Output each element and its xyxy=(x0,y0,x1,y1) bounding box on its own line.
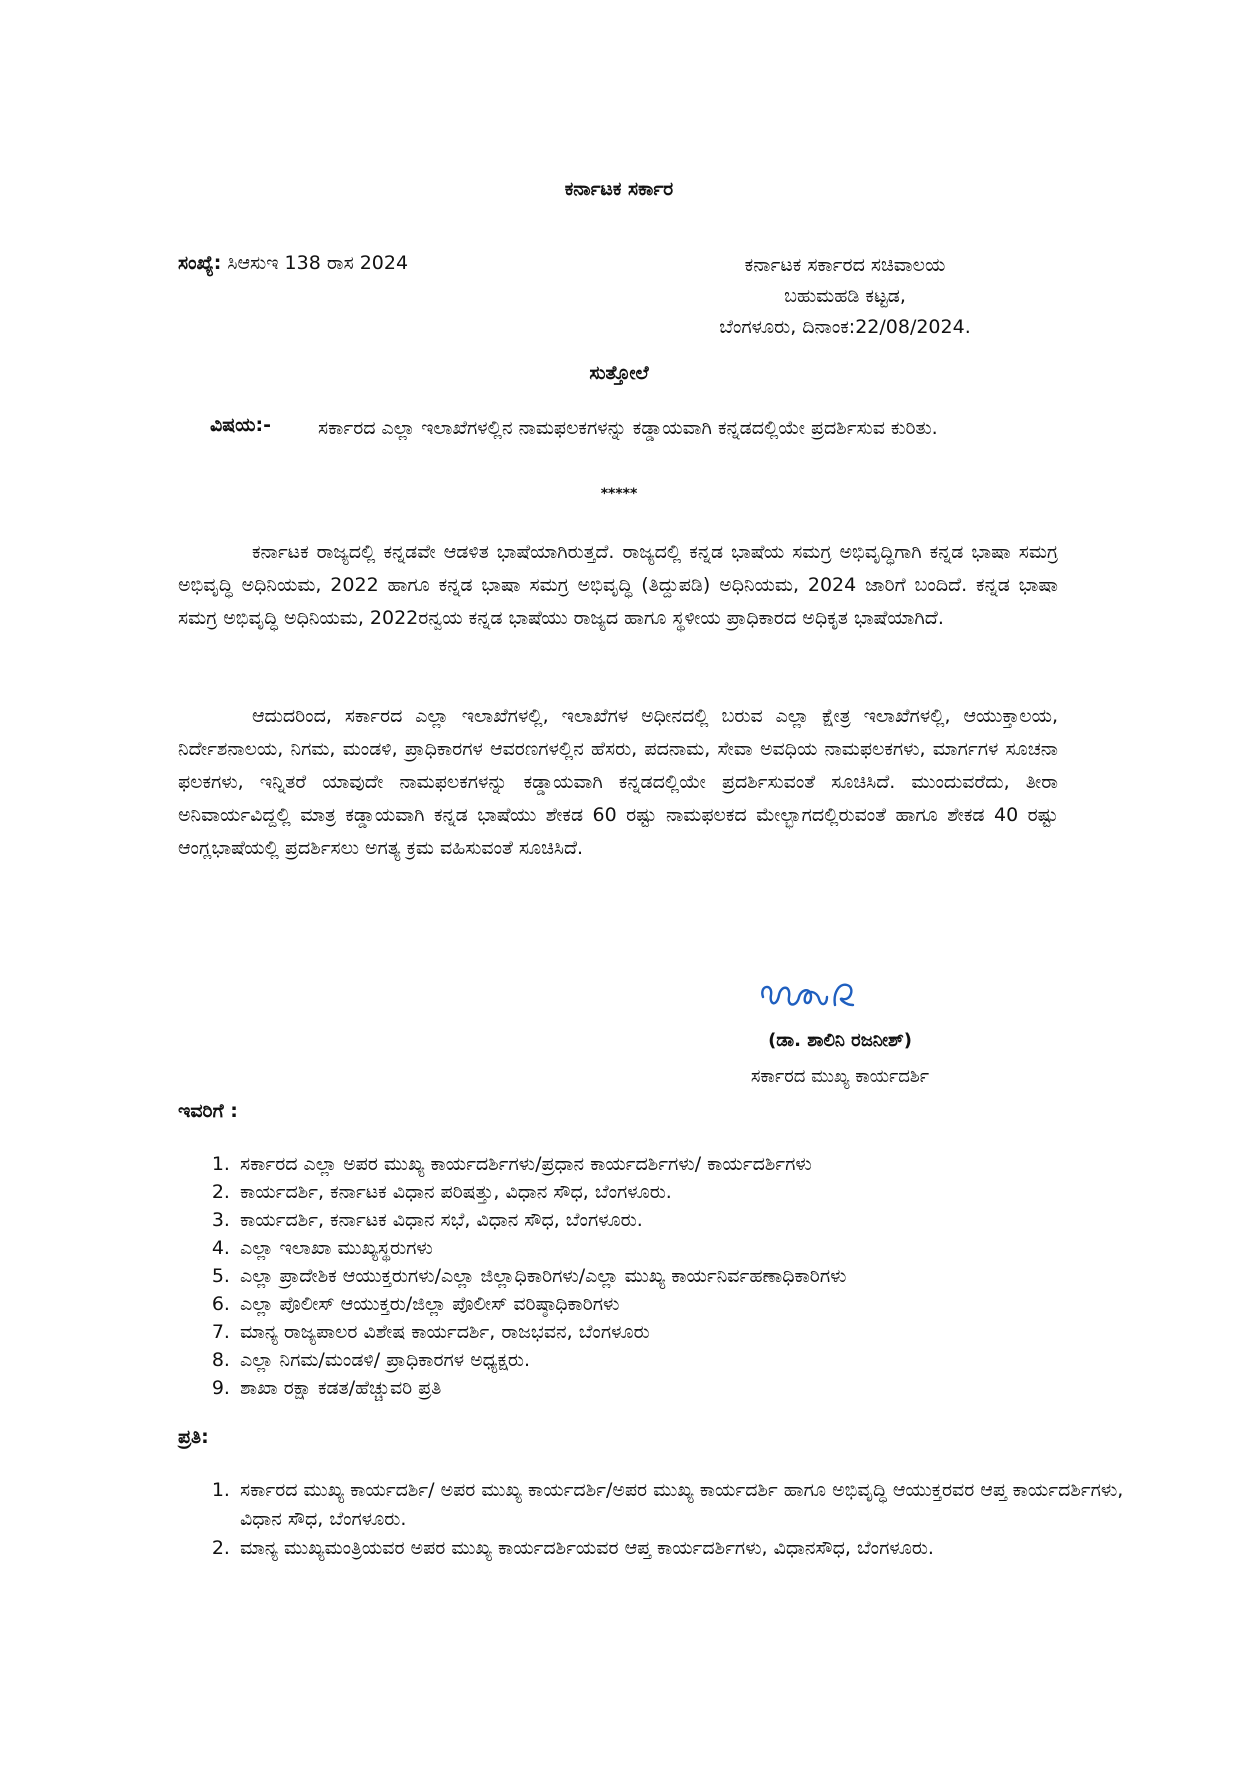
copy-to-list xyxy=(178,1476,1136,1563)
reference-number xyxy=(178,252,408,274)
copy-to-item: 2. ಮಾನ್ಯ ಮುಖ್ಯಮಂತ್ರಿಯವರ ಅಪರ ಮುಖ್ಯ ಕಾರ್ಯದರ್ಶಿಯವರ ಆಪ್ತ ಕಾರ್ಯದರ್ಶಿಗಳು, ವಿಧಾನಸೌಧ, ಬೆಂಗಳೂರು. xyxy=(236,1534,1136,1563)
recipient-item: 2. ಕಾರ್ಯದರ್ಶಿ, ಕರ್ನಾಟಕ ವಿಧಾನ ಪರಿಷತ್ತು, ವಿಧಾನ ಸೌಧ, ಬೆಂಗಳೂರು. xyxy=(236,1178,1136,1206)
recipients-list xyxy=(178,1150,1136,1402)
signer-name: (ಡಾ. ಶಾಲಿನಿ ರಜನೀಶ್) xyxy=(768,1030,912,1051)
recipient-item: 3. ಕಾರ್ಯದರ್ಶಿ, ಕರ್ನಾಟಕ ವಿಧಾನ ಸಭೆ, ವಿಧಾನ ಸೌಧ, ಬೆಂಗಳೂರು. xyxy=(236,1206,1136,1234)
copy-to-heading: ಪ್ರತಿ: xyxy=(178,1426,209,1448)
recipient-item: 1. ಸರ್ಕಾರದ ಎಲ್ಲಾ ಅಪರ ಮುಖ್ಯ ಕಾರ್ಯದರ್ಶಿಗಳು/ಪ್ರಧಾನ ಕಾರ್ಯದರ್ಶಿಗಳು/ ಕಾರ್ಯದರ್ಶಿಗಳು xyxy=(236,1150,1136,1178)
body-paragraph: ಕರ್ನಾಟಕ ರಾಜ್ಯದಲ್ಲಿ ಕನ್ನಡವೇ ಆಡಳಿತ ಭಾಷೆಯಾಗಿರುತ್ತದೆ. ರಾಜ್ಯದಲ್ಲಿ ಕನ್ನಡ ಭಾಷೆಯ ಸಮಗ್ರ ಅಭಿವೃದ್ಧಿಗಾಗಿ ಕನ್ನಡ ಭಾಷಾ ಸಮಗ್ರ ಅಭಿವೃದ್ಧಿ ಅಧಿನಿಯಮ, 2022 ಹಾಗೂ ಕನ್ನಡ ಭಾಷಾ ಸಮಗ್ರ ಅಭಿವೃದ್ಧಿ (ತಿದ್ದುಪಡಿ) ಅಧಿನಿಯಮ, 2024 ಜಾರಿಗೆ ಬಂದಿದೆ. ಕನ್ನಡ ಭಾಷಾ ಸಮಗ್ರ ಅಭಿವೃದ್ಧಿ ಅಧಿನಿಯಮ, 2022ರನ್ವಯ ಕನ್ನಡ ಭಾಷೆಯು ರಾಜ್ಯದ ಹಾಗೂ ಸ್ಥಳೀಯ ಪ್ರಾಧಿಕಾರದ ಅಧಿಕೃತ ಭಾಷೆಯಾಗಿದೆ. xyxy=(178,541,1058,629)
recipient-item: 4. ಎಲ್ಲಾ ಇಲಾಖಾ ಮುಖ್ಯಸ್ಥರುಗಳು xyxy=(236,1234,1136,1262)
office-address xyxy=(650,250,1040,343)
recipient-item: 8. ಎಲ್ಲಾ ನಿಗಮ/ಮಂಡಳಿ/ ಪ್ರಾಧಿಕಾರಗಳ ಅಧ್ಯಕ್ಷರು. xyxy=(236,1346,1136,1374)
document-type: ಸುತ್ತೋಲೆ xyxy=(589,362,649,384)
recipients-heading: ಇವರಿಗೆ : xyxy=(178,1100,238,1122)
recipient-item: 5. ಎಲ್ಲಾ ಪ್ರಾದೇಶಿಕ ಆಯುಕ್ತರುಗಳು/ಎಲ್ಲಾ ಜಿಲ್ಲಾಧಿಕಾರಿಗಳು/ಎಲ್ಲಾ ಮುಖ್ಯ ಕಾರ್ಯನಿರ್ವಹಣಾಧಿಕಾರಿಗಳು xyxy=(236,1262,1136,1290)
subject-label: ವಿಷಯ:- xyxy=(210,414,272,436)
recipient-item: 7. ಮಾನ್ಯ ರಾಜ್ಯಪಾಲರ ವಿಶೇಷ ಕಾರ್ಯದರ್ಶಿ, ರಾಜಭವನ, ಬೆಂಗಳೂರು xyxy=(236,1318,1136,1346)
government-title: ಕರ್ನಾಟಕ ಸರ್ಕಾರ xyxy=(564,178,674,200)
separator: ***** xyxy=(600,486,638,502)
recipient-item: 9. ಶಾಖಾ ರಕ್ಷಾ ಕಡತ/ಹೆಚ್ಚುವರಿ ಪ್ರತಿ xyxy=(236,1374,1136,1402)
address-line: ಬಹುಮಹಡಿ ಕಟ್ಟಡ, xyxy=(784,285,906,307)
subject-text: ಸರ್ಕಾರದ ಎಲ್ಲಾ ಇಲಾಖೆಗಳಲ್ಲಿನ ನಾಮಫಲಕಗಳನ್ನು ಕಡ್ಡಾಯವಾಗಿ ಕನ್ನಡದಲ್ಲಿಯೇ ಪ್ರದರ್ಶಿಸುವ ಕುರಿತು. xyxy=(318,417,938,439)
reference-value: ಸಿಆಸುಇ 138 ರಾಸ 2024 xyxy=(227,252,409,274)
body-paragraph: ಆದುದರಿಂದ, ಸರ್ಕಾರದ ಎಲ್ಲಾ ಇಲಾಖೆಗಳಲ್ಲಿ, ಇಲಾಖೆಗಳ ಅಧೀನದಲ್ಲಿ ಬರುವ ಎಲ್ಲಾ ಕ್ಷೇತ್ರ ಇಲಾಖೆಗಳಲ್ಲಿ, ಆಯುಕ್ತಾಲಯ, ನಿರ್ದೇಶನಾಲಯ, ನಿಗಮ, ಮಂಡಳಿ, ಪ್ರಾಧಿಕಾರಗಳ ಆವರಣಗಳಲ್ಲಿನ ಹೆಸರು, ಪದನಾಮ, ಸೇವಾ ಅವಧಿಯ ನಾಮಫಲಕಗಳು, ಮಾರ್ಗಗಳ ಸೂಚನಾ ಫಲಕಗಳು, ಇನ್ನಿತರೆ ಯಾವುದೇ ನಾಮಫಲಕಗಳನ್ನು ಕಡ್ಡಾಯವಾಗಿ ಕನ್ನಡದಲ್ಲಿಯೇ ಪ್ರದರ್ಶಿಸುವಂತೆ ಸೂಚಿಸಿದೆ. ಮುಂದುವರೆದು, ತೀರಾ ಅನಿವಾರ್ಯವಿದ್ದಲ್ಲಿ ಮಾತ್ರ ಕಡ್ಡಾಯವಾಗಿ ಕನ್ನಡ ಭಾಷೆಯು ಶೇಕಡ 60 ರಷ್ಟು ನಾಮಫಲಕದ ಮೇಲ್ಭಾಗದಲ್ಲಿರುವಂತೆ ಹಾಗೂ ಶೇಕಡ 40 ರಷ್ಟು ಆಂಗ್ಲಭಾಷೆಯಲ್ಲಿ ಪ್ರದರ್ಶಿಸಲು ಅಗತ್ಯ ಕ್ರಮ ವಹಿಸುವಂತೆ ಸೂಚಿಸಿದೆ. xyxy=(178,705,1058,859)
signature-image xyxy=(755,975,875,1017)
recipient-item: 6. ಎಲ್ಲಾ ಪೊಲೀಸ್ ಆಯುಕ್ತರು/ಜಿಲ್ಲಾ ಪೊಲೀಸ್ ವರಿಷ್ಠಾಧಿಕಾರಿಗಳು xyxy=(236,1290,1136,1318)
address-line: ಕರ್ನಾಟಕ ಸರ್ಕಾರದ ಸಚಿವಾಲಯ xyxy=(744,254,946,276)
address-date-line: ಬೆಂಗಳೂರು, ದಿನಾಂಕ:22/08/2024. xyxy=(719,316,971,338)
reference-label: ಸಂಖ್ಯೆ: xyxy=(178,252,222,274)
signer-designation: ಸರ್ಕಾರದ ಮುಖ್ಯ ಕಾರ್ಯದರ್ಶಿ xyxy=(750,1066,930,1087)
copy-to-item: 1. ಸರ್ಕಾರದ ಮುಖ್ಯ ಕಾರ್ಯದರ್ಶಿ/ ಅಪರ ಮುಖ್ಯ ಕಾರ್ಯದರ್ಶಿ/ಅಪರ ಮುಖ್ಯ ಕಾರ್ಯದರ್ಶಿ ಹಾಗೂ ಅಭಿವೃದ್ಧಿ ಆಯುಕ್ತರವರ ಆಪ್ತ ಕಾರ್ಯದರ್ಶಿಗಳು, ವಿಧಾನ ಸೌಧ, ಬೆಂಗಳೂರು. xyxy=(236,1476,1136,1534)
